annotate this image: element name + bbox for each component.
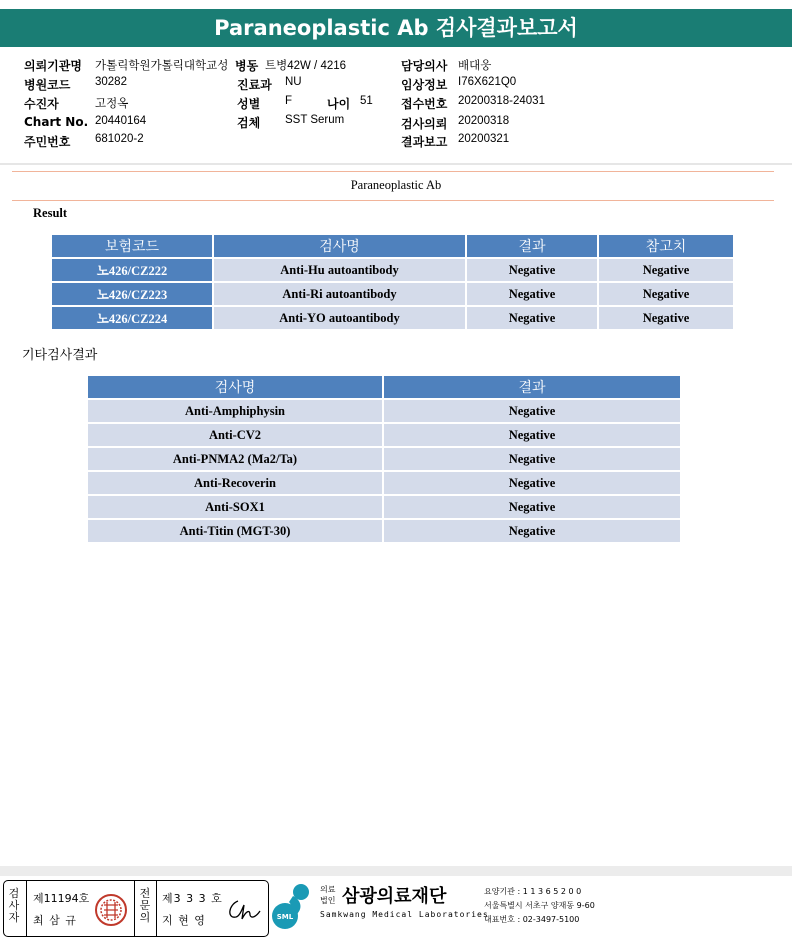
footer-band — [0, 866, 792, 876]
test-result: Negative — [467, 307, 597, 329]
result-label: Result — [33, 206, 68, 220]
test-name: Anti-YO autoantibody — [214, 307, 465, 329]
dept-label: 진료과 — [237, 78, 272, 92]
tester-license-no: 제11194호 — [33, 892, 90, 905]
hosp-code-label: 병원코드 — [24, 78, 71, 92]
chart-value: 20440164 — [95, 115, 147, 127]
request-value: 20200318 — [458, 115, 510, 127]
request-label: 검사의뢰 — [401, 117, 448, 131]
report-date-value: 20200321 — [458, 133, 510, 145]
sml-logo-text: SML — [276, 913, 294, 921]
divider — [134, 881, 135, 936]
table-row — [88, 424, 680, 446]
test-name: Anti-Hu autoantibody — [214, 259, 465, 281]
org-address: 서울특별시 서초구 양재동 9-60 — [484, 901, 595, 910]
subtitle: Paraneoplastic Ab — [350, 178, 442, 192]
ssn-label: 주민번호 — [24, 135, 71, 149]
clinical-label: 임상정보 — [401, 78, 448, 92]
test-name: Anti-CV2 — [88, 424, 382, 446]
reference-value: Negative — [599, 307, 733, 329]
signature-box — [3, 880, 269, 937]
doctor-label: 담당의사 — [401, 59, 448, 73]
test-result: Negative — [384, 424, 680, 446]
org-phone: 대표번호 : 02-3497-5100 — [484, 915, 580, 924]
chart-label: Chart No. — [24, 115, 89, 129]
ward-label: 병동 — [235, 59, 259, 73]
other-results-table — [86, 374, 682, 544]
patient-label: 수진자 — [24, 97, 59, 111]
specialist-name: 지 현 영 — [162, 914, 206, 927]
clinical-value: I76X621Q0 — [458, 76, 517, 88]
header-test-name: 검사명 — [88, 376, 382, 398]
test-name: Anti-Ri autoantibody — [214, 283, 465, 305]
org-english-name: Samkwang Medical Laboratories — [320, 910, 489, 919]
doctor-value: 배대웅 — [458, 60, 492, 72]
patient-info-section — [0, 52, 792, 162]
orange-rule-top — [12, 171, 774, 172]
insurance-code: 노426/CZ223 — [52, 283, 212, 305]
insurance-code: 노426/CZ222 — [52, 259, 212, 281]
org-name: 삼광의료재단 — [342, 886, 447, 907]
hospital-label: 의뢰기관명 — [24, 59, 82, 73]
age-value: 51 — [360, 95, 373, 107]
ward-value: 트병42W / 4216 — [265, 60, 347, 72]
test-result: Negative — [384, 496, 680, 518]
table-row — [88, 472, 680, 494]
ssn-value: 681020-2 — [95, 133, 144, 145]
section-separator — [0, 163, 792, 165]
test-result: Negative — [467, 259, 597, 281]
orange-rule-bottom — [12, 200, 774, 201]
org-prefix-1: 의료 — [320, 885, 336, 894]
table-header-row — [88, 376, 680, 398]
table-row — [88, 400, 680, 422]
specimen-value: SST Serum — [285, 114, 345, 126]
test-result: Negative — [384, 448, 680, 470]
age-label: 나이 — [327, 97, 351, 111]
header-insurance-code: 보험코드 — [52, 235, 212, 257]
table-row — [88, 520, 680, 542]
table-row — [52, 259, 733, 281]
hospital-value: 가톨릭학원가톨릭대학교성 — [95, 60, 229, 72]
table-row — [88, 496, 680, 518]
report-title: Paraneoplastic Ab 검사결과보고서 — [0, 9, 792, 47]
other-tests-label: 기타검사결과 — [22, 348, 98, 363]
tester-name: 최 삼 규 — [33, 914, 77, 927]
tester-seal-icon — [94, 893, 128, 927]
divider — [156, 881, 157, 936]
sml-logo-icon — [271, 882, 319, 930]
report-date-label: 결과보고 — [401, 135, 448, 149]
header-test-name: 검사명 — [214, 235, 465, 257]
insurance-code: 노426/CZ224 — [52, 307, 212, 329]
dept-value: NU — [285, 76, 302, 88]
header-reference: 참고치 — [599, 235, 733, 257]
sex-value: F — [285, 95, 293, 107]
test-name: Anti-Amphiphysin — [88, 400, 382, 422]
reference-value: Negative — [599, 283, 733, 305]
table-row — [52, 283, 733, 305]
org-prefix-2: 법인 — [320, 896, 336, 905]
hosp-code-value: 30282 — [95, 76, 127, 88]
specialist-vertical-label: 전문의 — [139, 887, 151, 924]
divider — [26, 881, 27, 936]
table-header-row — [52, 235, 733, 257]
test-name: Anti-PNMA2 (Ma2/Ta) — [88, 448, 382, 470]
test-name: Anti-Titin (MGT-30) — [88, 520, 382, 542]
test-result: Negative — [467, 283, 597, 305]
test-name: Anti-SOX1 — [88, 496, 382, 518]
receipt-value: 20200318-24031 — [458, 95, 545, 107]
table-row — [88, 448, 680, 470]
test-result: Negative — [384, 400, 680, 422]
tester-vertical-label: 검사자 — [8, 887, 20, 924]
header-result: 결과 — [467, 235, 597, 257]
specimen-label: 검체 — [237, 116, 261, 130]
test-name: Anti-Recoverin — [88, 472, 382, 494]
table-row — [52, 307, 733, 329]
sex-label: 성별 — [237, 97, 261, 111]
main-results-table — [50, 233, 735, 331]
test-result: Negative — [384, 472, 680, 494]
test-result: Negative — [384, 520, 680, 542]
agency-number: 요양기관 : 1 1 3 6 5 2 0 0 — [484, 887, 582, 896]
specialist-license-no: 제3 3 3 호 — [162, 892, 223, 905]
reference-value: Negative — [599, 259, 733, 281]
header-result: 결과 — [384, 376, 680, 398]
signature-icon — [224, 893, 264, 925]
patient-value: 고정옥 — [95, 98, 129, 110]
receipt-label: 접수번호 — [401, 97, 448, 111]
